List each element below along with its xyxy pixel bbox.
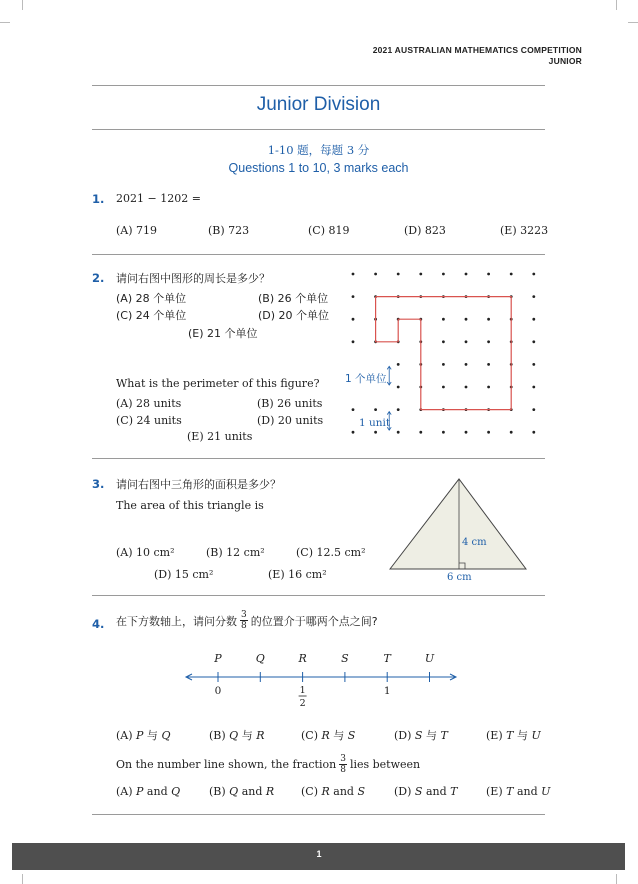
q3-option-d: (D) 15 cm² — [154, 568, 214, 581]
q4-cn-option-d — [394, 727, 448, 743]
q1-option-d: (D) 823 — [404, 224, 446, 237]
q4-prompt-cn-before: 在下方数轴上，请问分数 — [116, 614, 237, 628]
subtitle-en: Questions 1 to 10, 3 marks each — [228, 161, 409, 175]
question-number: 2. — [92, 271, 105, 285]
fraction-numerator: 3 — [340, 754, 346, 764]
q2-option-c-en: (C) 24 units — [116, 414, 182, 427]
crop-mark — [0, 22, 10, 23]
q2-option-a-cn: (A) 28 个单位 — [116, 292, 187, 305]
base-label: 6 cm — [447, 572, 472, 583]
perimeter-shape — [376, 297, 512, 410]
q4-prompt-en — [116, 754, 420, 775]
q4-options-en — [116, 785, 556, 799]
option-letter: (C) — [301, 785, 322, 798]
grid-dot — [397, 363, 400, 366]
grid-dot — [442, 386, 445, 389]
grid-dot — [487, 431, 490, 434]
option-point-a: T — [506, 729, 514, 742]
point-label-T: T — [383, 652, 391, 665]
grid-dot — [419, 431, 422, 434]
option-letter: (A) — [116, 785, 137, 798]
divider — [92, 85, 545, 86]
point-label-S: S — [341, 652, 349, 665]
fraction — [240, 610, 248, 631]
q2-option-b-en: (B) 26 units — [257, 397, 323, 410]
page-title: Junior Division — [256, 94, 381, 115]
crop-mark — [22, 874, 23, 884]
grid-dot — [532, 408, 535, 411]
grid-dot — [532, 386, 535, 389]
option-point-a: S — [414, 729, 423, 742]
q2-prompt-en: What is the perimeter of this figure? — [116, 377, 320, 390]
option-point-b: U — [541, 785, 551, 798]
unit-label-cn: 1 个单位 — [345, 373, 387, 385]
option-point-a: Q — [229, 785, 239, 798]
option-joiner: 与 — [143, 729, 162, 742]
grid-dot — [442, 431, 445, 434]
q4-cn-option-c — [301, 727, 355, 743]
q4-options-cn — [116, 727, 556, 741]
option-letter: (E) — [486, 785, 507, 798]
option-point-b: T — [440, 729, 448, 742]
fraction — [339, 754, 347, 775]
page-number: 1 — [316, 849, 322, 859]
grid-dot — [487, 363, 490, 366]
q4-prompt-en-before: On the number line shown, the fraction — [116, 758, 337, 771]
option-point-b: R — [256, 729, 265, 742]
q4-en-option-e — [486, 785, 550, 798]
division-label: JUNIOR — [548, 56, 582, 66]
divider — [92, 254, 545, 255]
option-point-a: P — [136, 785, 144, 798]
option-point-b: Q — [161, 729, 171, 742]
option-point-b: S — [347, 729, 356, 742]
grid-dot — [374, 431, 377, 434]
q4-en-option-c — [301, 785, 365, 798]
grid-dot — [465, 340, 468, 343]
grid-dot — [352, 318, 355, 321]
q1-option-b: (B) 723 — [208, 224, 250, 237]
option-joiner: 与 — [422, 729, 441, 742]
question-number: 3. — [92, 477, 105, 491]
divider — [92, 129, 545, 130]
grid-dot — [374, 408, 377, 411]
point-label-U: U — [424, 652, 435, 665]
grid-dot — [532, 318, 535, 321]
q2-option-d-en: (D) 20 units — [257, 414, 324, 427]
option-letter: (C) — [301, 729, 322, 742]
grid-dot — [465, 363, 468, 366]
crop-mark — [616, 874, 617, 884]
point-label-Q: Q — [255, 652, 265, 665]
divider — [92, 458, 545, 459]
competition-title: 2021 AUSTRALIAN MATHEMATICS COMPETITION — [372, 45, 582, 55]
q4-cn-option-e — [486, 727, 541, 743]
q2-option-b-cn: (B) 26 个单位 — [258, 292, 329, 305]
q3-option-e: (E) 16 cm² — [268, 568, 327, 581]
q4-en-option-b — [209, 785, 274, 798]
q3-option-c: (C) 12.5 cm² — [296, 546, 366, 559]
q2-option-e-cn: (E) 21 个单位 — [188, 327, 258, 340]
fraction-denominator: 8 — [340, 765, 346, 775]
q1-option-a: (A) 719 — [116, 224, 158, 237]
grid-dot — [397, 273, 400, 276]
point-label-P: P — [214, 652, 222, 665]
option-joiner: 与 — [329, 729, 348, 742]
grid-dot — [374, 273, 377, 276]
option-joiner: and — [513, 785, 542, 798]
q3-option-b: (B) 12 cm² — [206, 546, 265, 559]
q3-prompt-cn: 请问右图中三角形的面积是多少？ — [116, 478, 281, 491]
grid-dot — [532, 273, 535, 276]
q4-cn-option-b — [209, 727, 265, 743]
fraction-denominator: 8 — [241, 621, 247, 631]
grid-dot — [442, 363, 445, 366]
option-letter: (B) — [209, 785, 230, 798]
number-line-figure — [180, 648, 465, 710]
grid-dot — [510, 431, 513, 434]
q3-prompt-en: The area of this triangle is — [116, 499, 264, 512]
triangle-figure — [385, 474, 535, 586]
option-point-a: R — [321, 785, 330, 798]
grid-dot — [532, 431, 535, 434]
grid-dot — [397, 431, 400, 434]
tick-label-one: 1 — [383, 685, 391, 697]
grid-dot — [465, 273, 468, 276]
q4-en-option-a — [116, 785, 180, 798]
q2-option-c-cn: (C) 24 个单位 — [116, 309, 187, 322]
q1-prompt: 2021 − 1202 = — [116, 192, 201, 205]
crop-mark — [628, 22, 638, 23]
height-label: 4 cm — [462, 537, 487, 548]
option-point-b: R — [265, 785, 275, 798]
question-number: 4. — [92, 617, 105, 631]
option-point-a: S — [414, 785, 423, 798]
grid-dot — [352, 431, 355, 434]
q3-option-a: (A) 10 cm² — [116, 546, 175, 559]
point-label-R: R — [298, 652, 307, 665]
grid-dot — [352, 295, 355, 298]
option-joiner: 与 — [513, 729, 532, 742]
grid-dot — [465, 431, 468, 434]
grid-dot — [465, 386, 468, 389]
grid-dot — [532, 340, 535, 343]
q2-option-e-en: (E) 21 units — [187, 430, 253, 443]
option-point-b: Q — [171, 785, 181, 798]
option-joiner: and — [329, 785, 358, 798]
grid-dot — [487, 340, 490, 343]
unit-label-en: 1 unit — [359, 417, 391, 429]
question-number: 1. — [92, 192, 105, 206]
grid-dot — [487, 318, 490, 321]
option-point-b: T — [450, 785, 458, 798]
option-point-a: R — [321, 729, 330, 742]
q2-prompt-cn: 请问右图中图形的周长是多少？ — [116, 272, 270, 285]
triangle-shape — [390, 479, 526, 569]
option-letter: (E) — [486, 729, 507, 742]
grid-dot — [419, 273, 422, 276]
grid-dot — [442, 318, 445, 321]
crop-mark — [22, 0, 23, 10]
grid-dot — [442, 273, 445, 276]
option-point-b: U — [531, 729, 541, 742]
option-joiner: and — [238, 785, 266, 798]
option-letter: (D) — [394, 729, 415, 742]
option-point-a: T — [506, 785, 514, 798]
q1-option-e: (E) 3223 — [500, 224, 549, 237]
option-letter: (A) — [116, 729, 137, 742]
q2-option-d-cn: (D) 20 个单位 — [258, 309, 330, 322]
grid-dot — [397, 408, 400, 411]
tick-label-zero: 0 — [214, 685, 222, 697]
tick-label-half-num: 1 — [299, 685, 306, 696]
grid-dot — [487, 386, 490, 389]
q2-option-a-en: (A) 28 units — [116, 397, 182, 410]
option-joiner: and — [143, 785, 172, 798]
crop-mark — [616, 0, 617, 10]
grid-dot — [442, 340, 445, 343]
grid-dot — [352, 408, 355, 411]
q4-prompt-cn — [116, 610, 378, 631]
q4-en-option-d — [394, 785, 457, 798]
option-joiner: and — [422, 785, 451, 798]
grid-dot — [352, 340, 355, 343]
grid-dot — [532, 363, 535, 366]
option-point-a: P — [136, 729, 144, 742]
divider — [92, 595, 545, 596]
q4-prompt-en-after: lies between — [349, 758, 421, 771]
option-letter: (D) — [394, 785, 415, 798]
tick-label-half-den: 2 — [299, 698, 306, 709]
divider — [92, 814, 545, 815]
option-letter: (B) — [209, 729, 230, 742]
option-point-a: Q — [229, 729, 239, 742]
grid-dot — [487, 273, 490, 276]
grid-dot — [510, 273, 513, 276]
option-point-b: S — [357, 785, 366, 798]
q4-cn-option-a — [116, 727, 170, 743]
q4-prompt-cn-after: 的位置介于哪两个点之间? — [250, 614, 378, 628]
fraction-numerator: 3 — [241, 610, 247, 620]
grid-dot — [532, 295, 535, 298]
grid-dot — [465, 318, 468, 321]
subtitle-cn: 1-10 题，每题 3 分 — [267, 143, 370, 157]
grid-dot — [397, 386, 400, 389]
grid-dot — [352, 273, 355, 276]
q1-option-c: (C) 819 — [308, 224, 350, 237]
option-joiner: 与 — [238, 729, 257, 742]
